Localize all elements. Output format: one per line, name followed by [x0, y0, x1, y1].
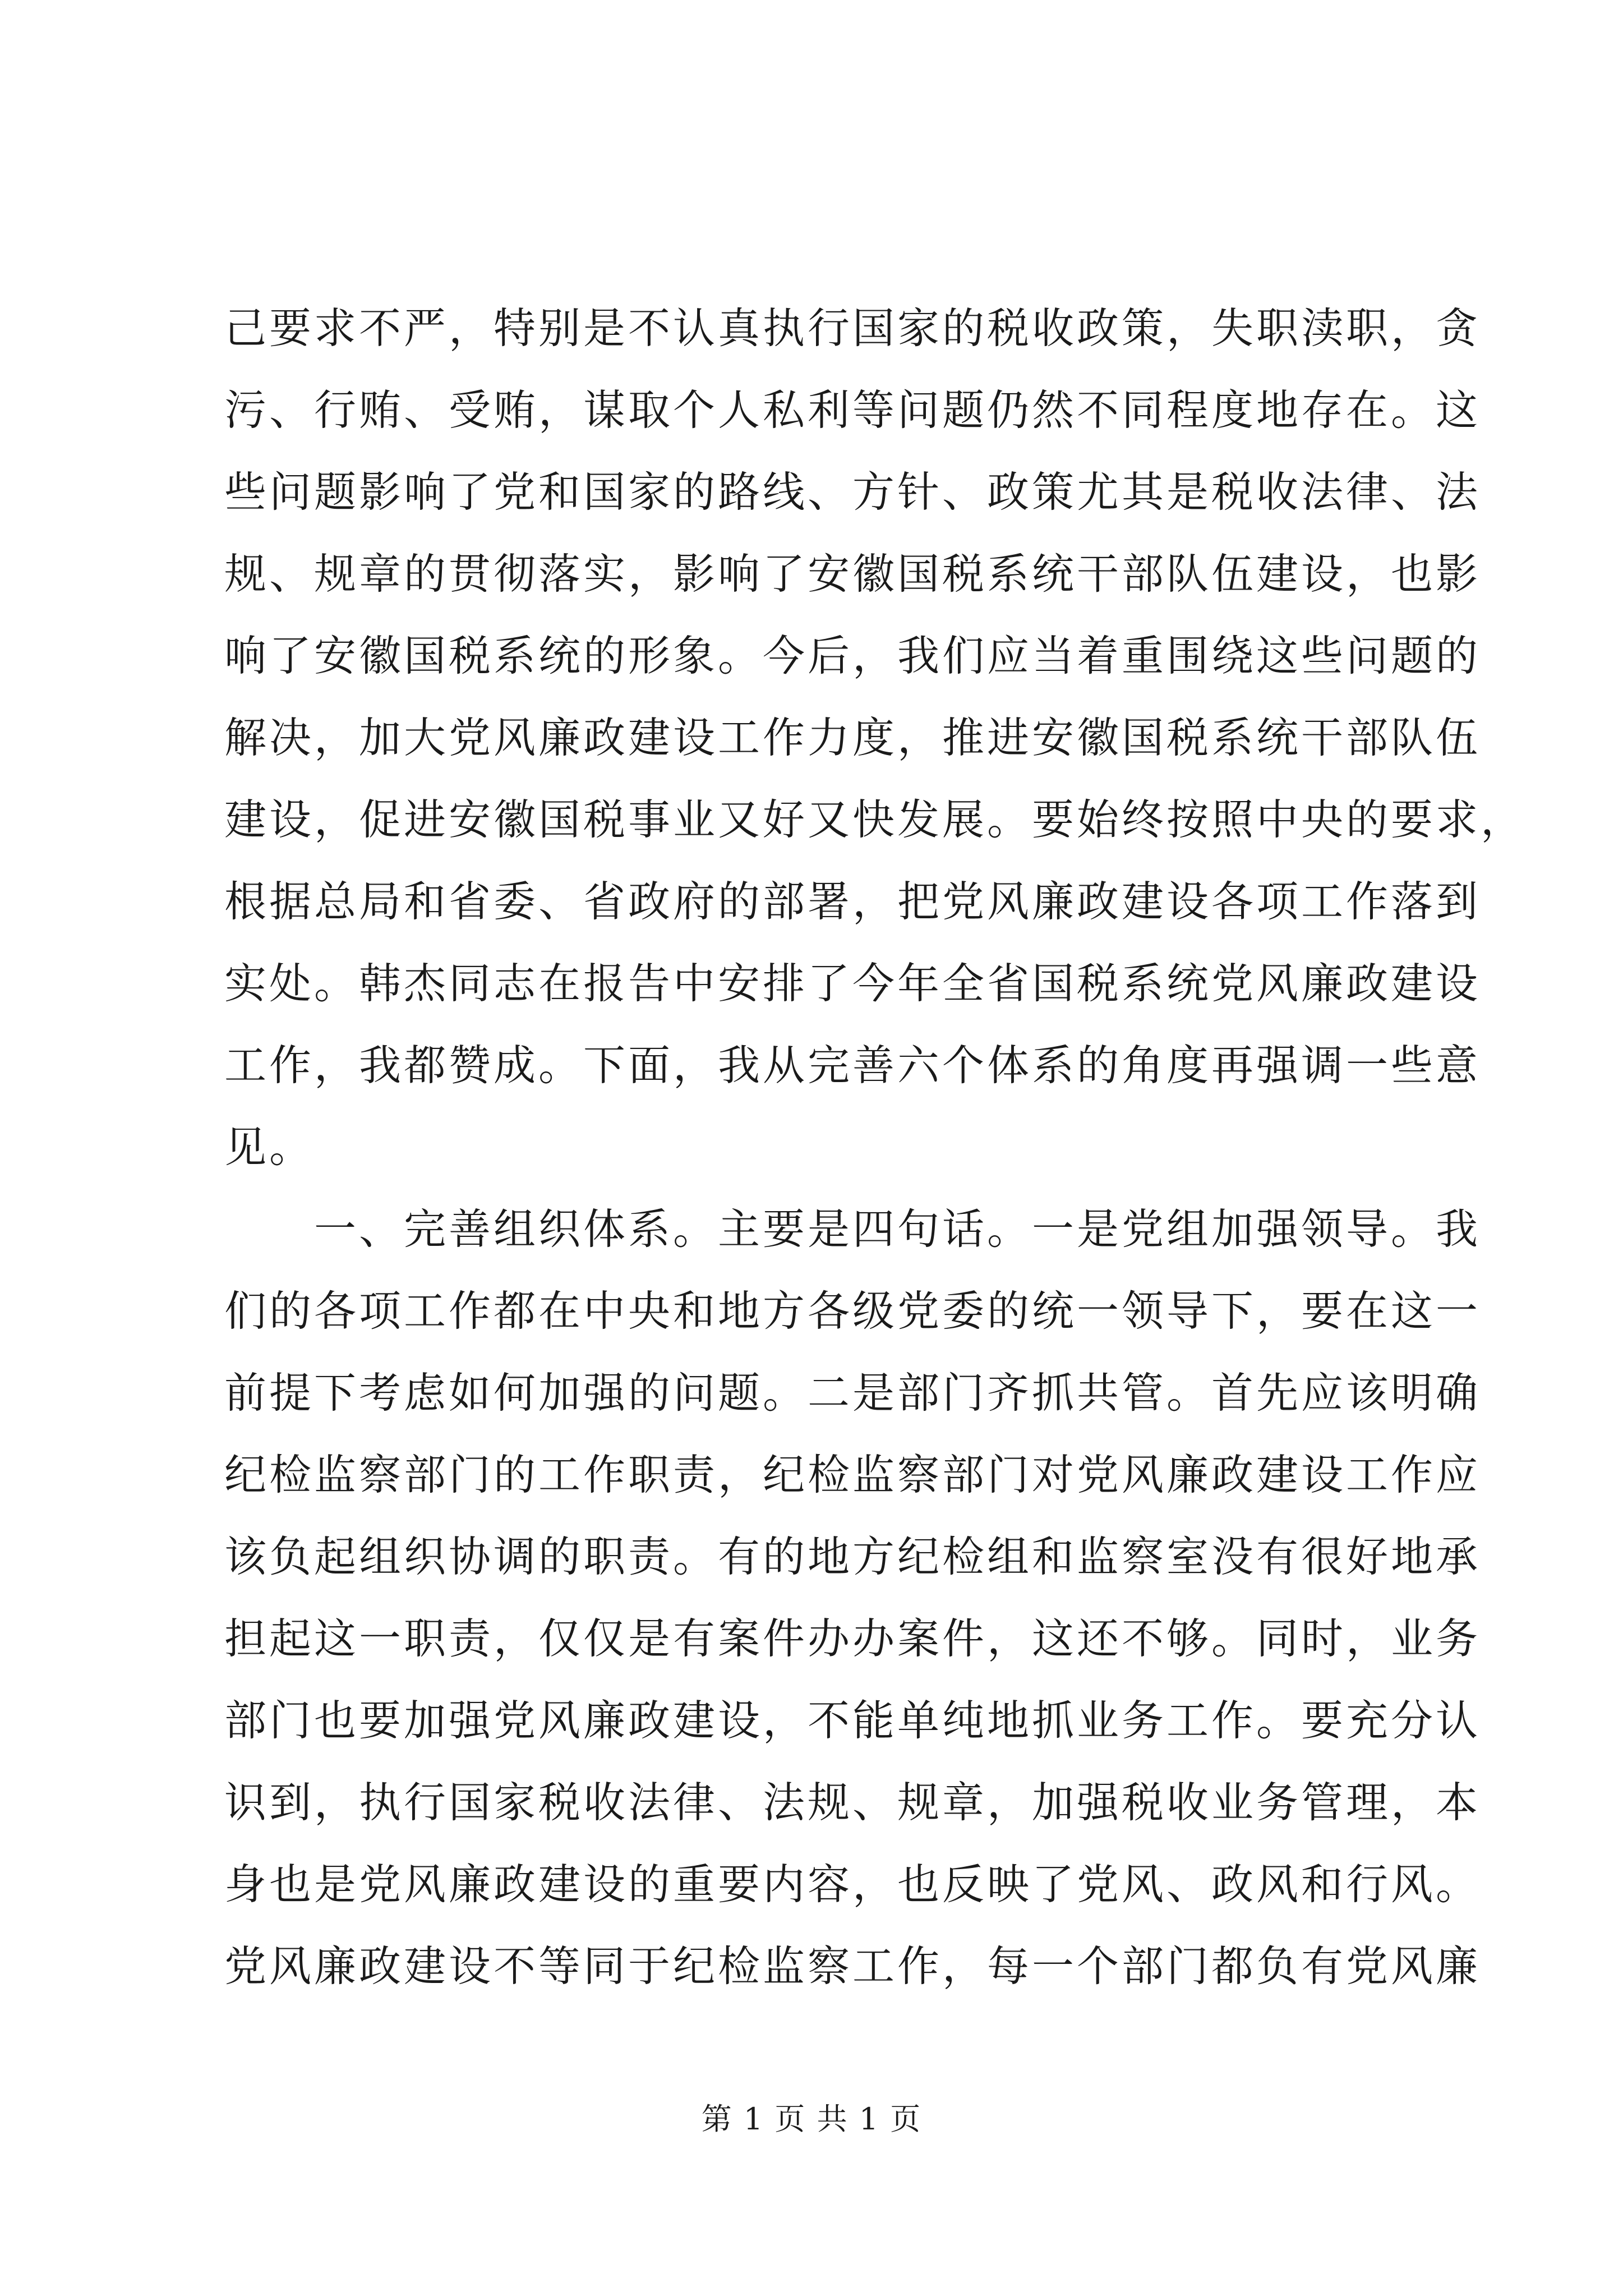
text-line: 们的各项工作都在中央和地方各级党委的统一领导下，要在这一 — [224, 1286, 1481, 1336]
text-line: 根据总局和省委、省政府的部署，把党风廉政建设各项工作落到 — [224, 877, 1481, 926]
text-line: 响了安徽国税系统的形象。今后，我们应当着重围绕这些问题的 — [224, 631, 1481, 680]
text-line: 识到，执行国家税收法律、法规、规章，加强税收业务管理，本 — [224, 1778, 1481, 1827]
text-line: 工作，我都赞成。下面，我从完善六个体系的角度再强调一些意 — [224, 1041, 1481, 1090]
text-line: 规、规章的贯彻落实，影响了安徽国税系统干部队伍建设，也影 — [224, 549, 1481, 599]
text-line: 实处。韩杰同志在报告中安排了今年全省国税系统党风廉政建设 — [224, 959, 1481, 1008]
text-line: 担起这一职责，仅仅是有案件办办案件，这还不够。同时，业务 — [224, 1614, 1481, 1663]
text-line: 解决，加大党风廉政建设工作力度，推进安徽国税系统干部队伍 — [224, 713, 1481, 762]
text-line: 见。 — [224, 1122, 315, 1172]
text-line: 些问题影响了党和国家的路线、方针、政策尤其是税收法律、法 — [224, 467, 1481, 517]
text-line: 部门也要加强党风廉政建设，不能单纯地抓业务工作。要充分认 — [224, 1696, 1481, 1745]
text-line: 污、行贿、受贿，谋取个人私利等问题仍然不同程度地存在。这 — [224, 385, 1481, 435]
text-line: 纪检监察部门的工作职责，纪检监察部门对党风廉政建设工作应 — [224, 1450, 1481, 1499]
text-line: 己要求不严，特别是不认真执行国家的税收政策，失职渎职，贪 — [224, 303, 1481, 353]
paragraph-first-line: 一、完善组织体系。主要是四句话。一是党组加强领导。我 — [314, 1204, 1481, 1254]
page-footer: 第 1 页 共 1 页 — [701, 2101, 922, 2137]
text-line: 该负起组织协调的职责。有的地方纪检组和监察室没有很好地承 — [224, 1532, 1481, 1581]
text-line: 身也是党风廉政建设的重要内容，也反映了党风、政风和行风。 — [224, 1860, 1481, 1909]
text-line: 建设，促进安徽国税事业又好又快发展。要始终按照中央的要求， — [224, 795, 1526, 844]
text-line: 前提下考虑如何加强的问题。二是部门齐抓共管。首先应该明确 — [224, 1368, 1481, 1418]
text-line: 党风廉政建设不等同于纪检监察工作，每一个部门都负有党风廉 — [224, 1941, 1481, 1991]
document-body — [224, 287, 1526, 2007]
